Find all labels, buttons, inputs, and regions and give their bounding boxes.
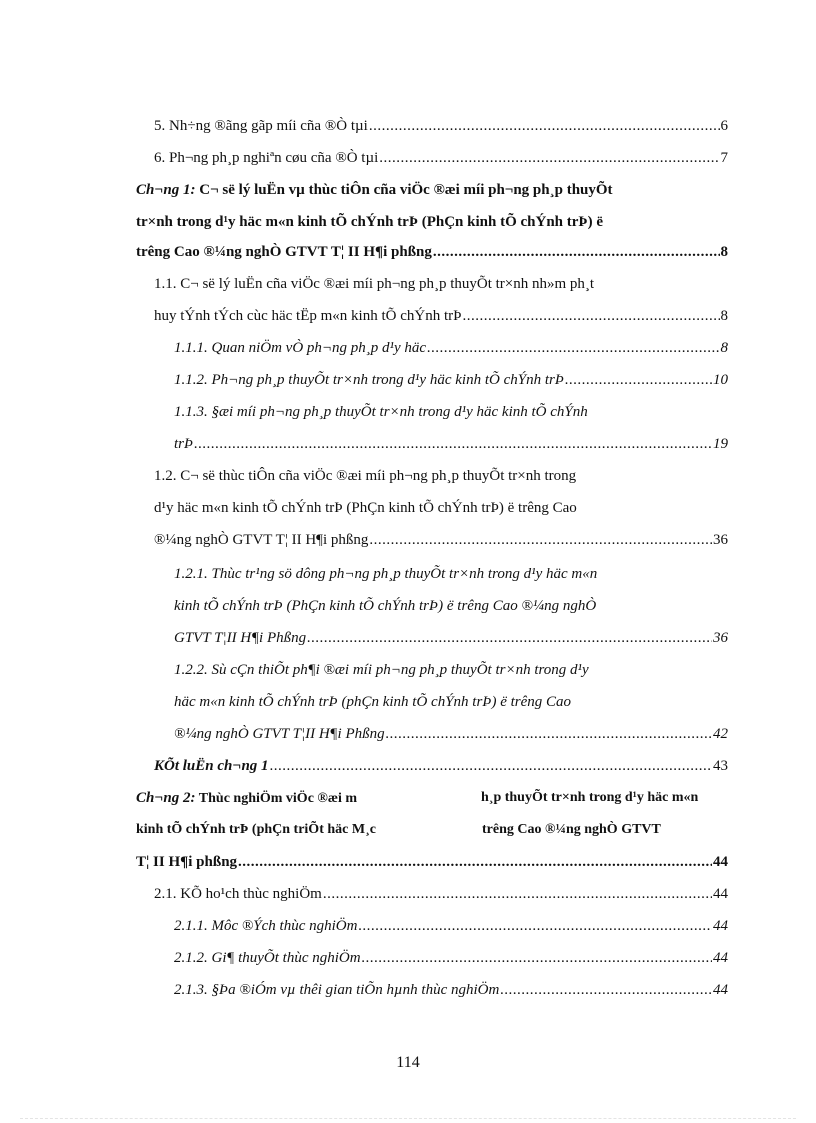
toc-page-number: 36 — [713, 532, 728, 548]
toc-entry-text: d¹y häc m«n kinh tÕ chÝnh trÞ (PhÇn kinh tÕ chÝnh trÞ) ë trêng Cao — [154, 500, 577, 516]
toc-page-number: 8 — [720, 340, 728, 356]
toc-entry-text: KÕt luËn ch¬ng 1 — [154, 758, 269, 774]
toc-entry-text: trÞ — [174, 436, 194, 452]
toc-entry-text: 5. Nh÷ng ®ãng gãp míi cña ®Ò tµi — [154, 118, 368, 134]
leader-dots — [433, 242, 720, 262]
toc-entry-text: 2.1.3. §Þa ®iÓm vµ thêi gian tiÕn hµnh thùc nghiÖm — [174, 982, 500, 998]
toc-entry — [174, 338, 728, 358]
leader-dots — [565, 370, 712, 390]
toc-page-number: 44 — [713, 886, 728, 902]
toc-entry-text: 1.1.3. §æi míi ph¬ng ph¸p thuyÕt tr×nh trong d¹y häc kinh tÕ chÝnh — [174, 404, 588, 420]
toc-entry-text: trêng Cao ®¼ng nghÒ GTVT — [482, 822, 661, 837]
toc-entry-text: häc m«n kinh tÕ chÝnh trÞ (phÇn kinh tÕ chÝnh trÞ) ë trêng Cao — [174, 694, 572, 710]
page-number: 114 — [396, 1054, 420, 1071]
toc-entry-text: 6. Ph¬ng ph¸p nghiªn cøu cña ®Ò tµi — [154, 150, 379, 166]
leader-dots — [369, 530, 712, 550]
toc-entry-text: kinh tÕ chÝnh trÞ (phÇn triÕt häc M¸c — [136, 822, 376, 837]
toc-entry — [154, 116, 728, 136]
toc-entry-text: 2.1. KÕ ho¹ch thùc nghiÖm — [154, 886, 322, 902]
toc-page-number: 44 — [713, 982, 728, 998]
toc-page-number: 10 — [713, 372, 728, 388]
toc-entry — [174, 916, 728, 936]
toc-entry — [174, 434, 728, 454]
toc-entry — [154, 530, 728, 550]
leader-dots — [379, 148, 719, 168]
toc-entry — [154, 306, 728, 326]
toc-entry-text: Thùc nghiÖm viÖc ®æi m — [195, 791, 358, 806]
toc-page-number: 6 — [720, 118, 728, 134]
toc-entry — [174, 948, 728, 968]
leader-dots — [427, 338, 719, 358]
toc-entry-text: trêng Cao ®¼ng nghÒ GTVT T¦ II H¶i phßng — [136, 244, 432, 260]
leader-dots — [362, 948, 712, 968]
leader-dots — [462, 306, 719, 326]
toc-entry — [174, 980, 728, 1000]
toc-entry — [174, 628, 728, 648]
toc-entry — [154, 756, 728, 776]
toc-entry-text: 1.2.2. Sù cÇn thiÕt ph¶i ®æi míi ph¬ng ph¸p thuyÕt tr×nh trong d¹y — [174, 662, 589, 678]
leader-dots — [238, 852, 712, 872]
leader-dots — [194, 434, 712, 454]
toc-page-number: 43 — [713, 758, 728, 774]
chapter-label: Ch¬ng 1: — [136, 182, 196, 198]
leader-dots — [386, 724, 712, 744]
leader-dots — [270, 756, 712, 776]
chapter-label: Ch¬ng 2: — [136, 790, 196, 806]
toc-entry — [174, 724, 728, 744]
toc-chapter-heading — [136, 788, 357, 809]
toc-entry-text: 1.1.2. Ph¬ng ph¸p thuyÕt tr×nh trong d¹y häc kinh tÕ chÝnh trÞ — [174, 372, 564, 388]
toc-page-number: 36 — [713, 630, 728, 646]
toc-entry-text: ®¼ng nghÒ GTVT T¦II H¶i Phßng — [174, 726, 385, 742]
toc-entry-text: ®¼ng nghÒ GTVT T¦ II H¶i phßng — [154, 532, 369, 548]
toc-entry-text: 1.1.1. Quan niÖm vÒ ph¬ng ph¸p d¹y häc — [174, 340, 427, 356]
toc-entry-text: GTVT T¦II H¶i Phßng — [174, 630, 307, 646]
toc-entry-text: C¬ së lý luËn vµ thùc tiÔn cña viÖc ®æi míi ph¬ng ph¸p thuyÕt — [195, 182, 613, 198]
toc-entry-text: 1.2. C¬ së thùc tiÔn cña viÖc ®æi míi ph¬ng ph¸p thuyÕt tr×nh trong — [154, 468, 577, 484]
toc-entry-text: huy tÝnh tÝch cùc häc tËp m«n kinh tÕ chÝnh trÞ — [154, 308, 462, 324]
toc-entry-text: 2.1.1. Môc ®Ých thùc nghiÖm — [174, 918, 358, 934]
toc-page-number: 19 — [713, 436, 728, 452]
toc-page-number: 8 — [720, 308, 728, 324]
leader-dots — [500, 980, 712, 1000]
leader-dots — [358, 916, 712, 936]
toc-entry — [136, 852, 728, 872]
toc-entry-text: 1.1. C¬ së lý luËn cña viÖc ®æi míi ph¬ng ph¸p thuyÕt tr×nh nh»m ph¸t — [154, 276, 595, 292]
toc-page-number: 44 — [713, 918, 728, 934]
toc-entry — [174, 370, 728, 390]
toc-entry-text: T¦ II H¶i phßng — [136, 854, 238, 870]
toc-entry-text: 1.2.1. Thùc tr¹ng sö dông ph¬ng ph¸p thuyÕt tr×nh trong d¹y häc m«n — [174, 566, 598, 582]
toc-chapter-heading — [136, 180, 613, 200]
toc-page-number: 8 — [720, 244, 728, 260]
toc-entry — [136, 242, 728, 262]
toc-page-number: 44 — [713, 854, 728, 870]
page-edge-divider — [20, 1118, 796, 1119]
toc-entry — [154, 148, 728, 168]
toc-page-number: 7 — [720, 150, 728, 166]
leader-dots — [323, 884, 712, 904]
toc-page-number: 42 — [713, 726, 728, 742]
toc-page-number: 44 — [713, 950, 728, 966]
toc-entry-text: kinh tÕ chÝnh trÞ (PhÇn kinh tÕ chÝnh trÞ) ë trêng Cao ®¼ng nghÒ — [174, 598, 597, 614]
toc-entry-text: h¸p thuyÕt tr×nh trong d¹y häc m«n — [481, 790, 699, 805]
toc-entry-text: 2.1.2. Gi¶ thuyÕt thùc nghiÖm — [174, 950, 361, 966]
leader-dots — [307, 628, 712, 648]
toc-entry — [154, 884, 728, 904]
leader-dots — [369, 116, 720, 136]
toc-entry-text: tr×nh trong d¹y häc m«n kinh tÕ chÝnh trÞ (PhÇn kinh tÕ chÝnh trÞ) ë — [136, 214, 603, 230]
